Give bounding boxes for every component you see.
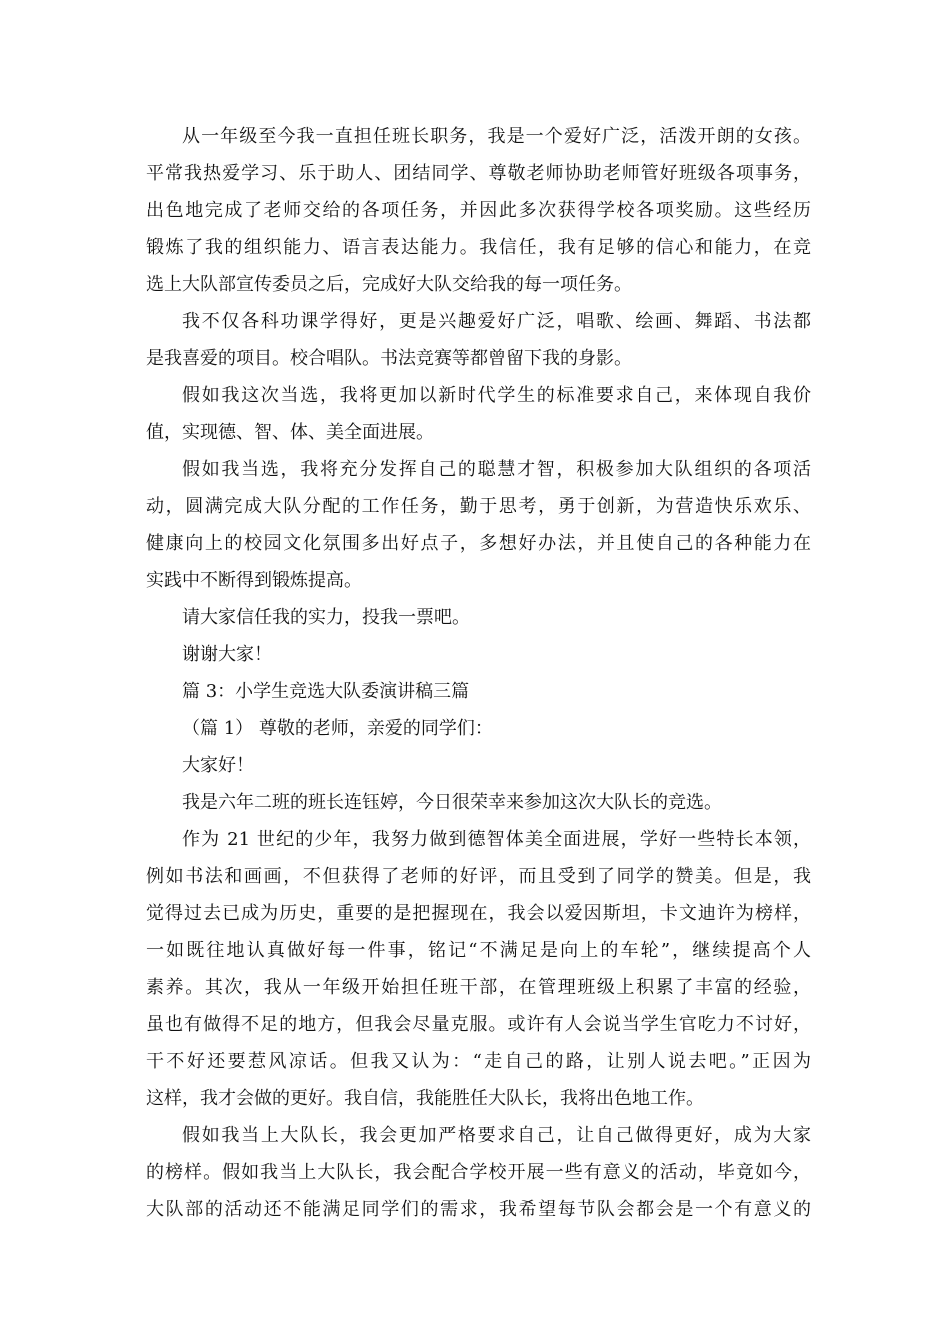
text-line: 假如我这次当选，我将更加以新时代学生的标准要求自己，来体现自我价 xyxy=(182,385,811,406)
text-line: 是我喜爱的项目。校合唱队。书法竞赛等都曾留下我的身影。 xyxy=(146,348,632,369)
text-line: 请大家信任我的实力，投我一票吧。 xyxy=(182,607,470,628)
text-line: 干不好还要惹风凉话。但我又认为：“走自己的路，让别人说去吧。”正因为 xyxy=(146,1051,811,1072)
text-line: 假如我当上大队长，我会更加严格要求自己，让自己做得更好，成为大家 xyxy=(182,1125,811,1146)
text-line: 选上大队部宣传委员之后，完成好大队交给我的每一项任务。 xyxy=(146,274,632,295)
text-line: 这样，我才会做的更好。我自信，我能胜任大队长，我将出色地工作。 xyxy=(146,1088,704,1109)
text-line: 从一年级至今我一直担任班长职务，我是一个爱好广泛，活泼开朗的女孩。 xyxy=(182,126,811,147)
text-line: 虽也有做得不足的地方，但我会尽量克服。或许有人会说当学生官吃力不讨好， xyxy=(146,1014,811,1035)
text-line: （篇 1） 尊敬的老师，亲爱的同学们： xyxy=(182,718,493,739)
text-line: 大队部的活动还不能满足同学们的需求，我希望每节队会都会是一个有意义的 xyxy=(146,1199,811,1220)
text-line: 例如书法和画画，不但获得了老师的好评，而且受到了同学的赞美。但是，我 xyxy=(146,866,811,887)
text-line: 锻炼了我的组织能力、语言表达能力。我信任，我有足够的信心和能力，在竞 xyxy=(146,237,811,258)
text-line: 我不仅各科功课学得好，更是兴趣爱好广泛，唱歌、绘画、舞蹈、书法都 xyxy=(182,311,811,332)
text-line: 出色地完成了老师交给的各项任务，并因此多次获得学校各项奖励。这些经历 xyxy=(146,200,811,221)
text-line: 作为 21 世纪的少年，我努力做到德智体美全面进展，学好一些特长本领， xyxy=(182,829,811,850)
text-line: 觉得过去已成为历史，重要的是把握现在，我会以爱因斯坦，卡文迪许为榜样， xyxy=(146,903,811,924)
text-line: 的榜样。假如我当上大队长，我会配合学校开展一些有意义的活动，毕竟如今， xyxy=(146,1162,811,1183)
document-page xyxy=(146,118,811,1228)
text-line: 谢谢大家！ xyxy=(182,644,272,665)
text-line: 一如既往地认真做好每一件事，铭记“不满足是向上的车轮”，继续提高个人 xyxy=(146,940,811,961)
text-line: 我是六年二班的班长连钰婷，今日很荣幸来参加这次大队长的竞选。 xyxy=(182,792,722,813)
text-line: 假如我当选，我将充分发挥自己的聪慧才智，积极参加大队组织的各项活 xyxy=(182,459,811,480)
text-line: 篇 3：小学生竞选大队委演讲稿三篇 xyxy=(182,681,470,702)
text-line: 动，圆满完成大队分配的工作任务，勤于思考，勇于创新，为营造快乐欢乐、 xyxy=(146,496,811,517)
text-line: 素养。其次，我从一年级开始担任班干部，在管理班级上积累了丰富的经验， xyxy=(146,977,811,998)
text-line: 健康向上的校园文化氛围多出好点子，多想好办法，并且使自己的各种能力在 xyxy=(146,533,811,554)
text-line: 实践中不断得到锻炼提高。 xyxy=(146,570,362,591)
text-line: 大家好！ xyxy=(182,755,254,776)
text-line: 平常我热爱学习、乐于助人、团结同学、尊敬老师协助老师管好班级各项事务， xyxy=(146,163,811,184)
text-line: 值，实现德、智、体、美全面进展。 xyxy=(146,422,434,443)
